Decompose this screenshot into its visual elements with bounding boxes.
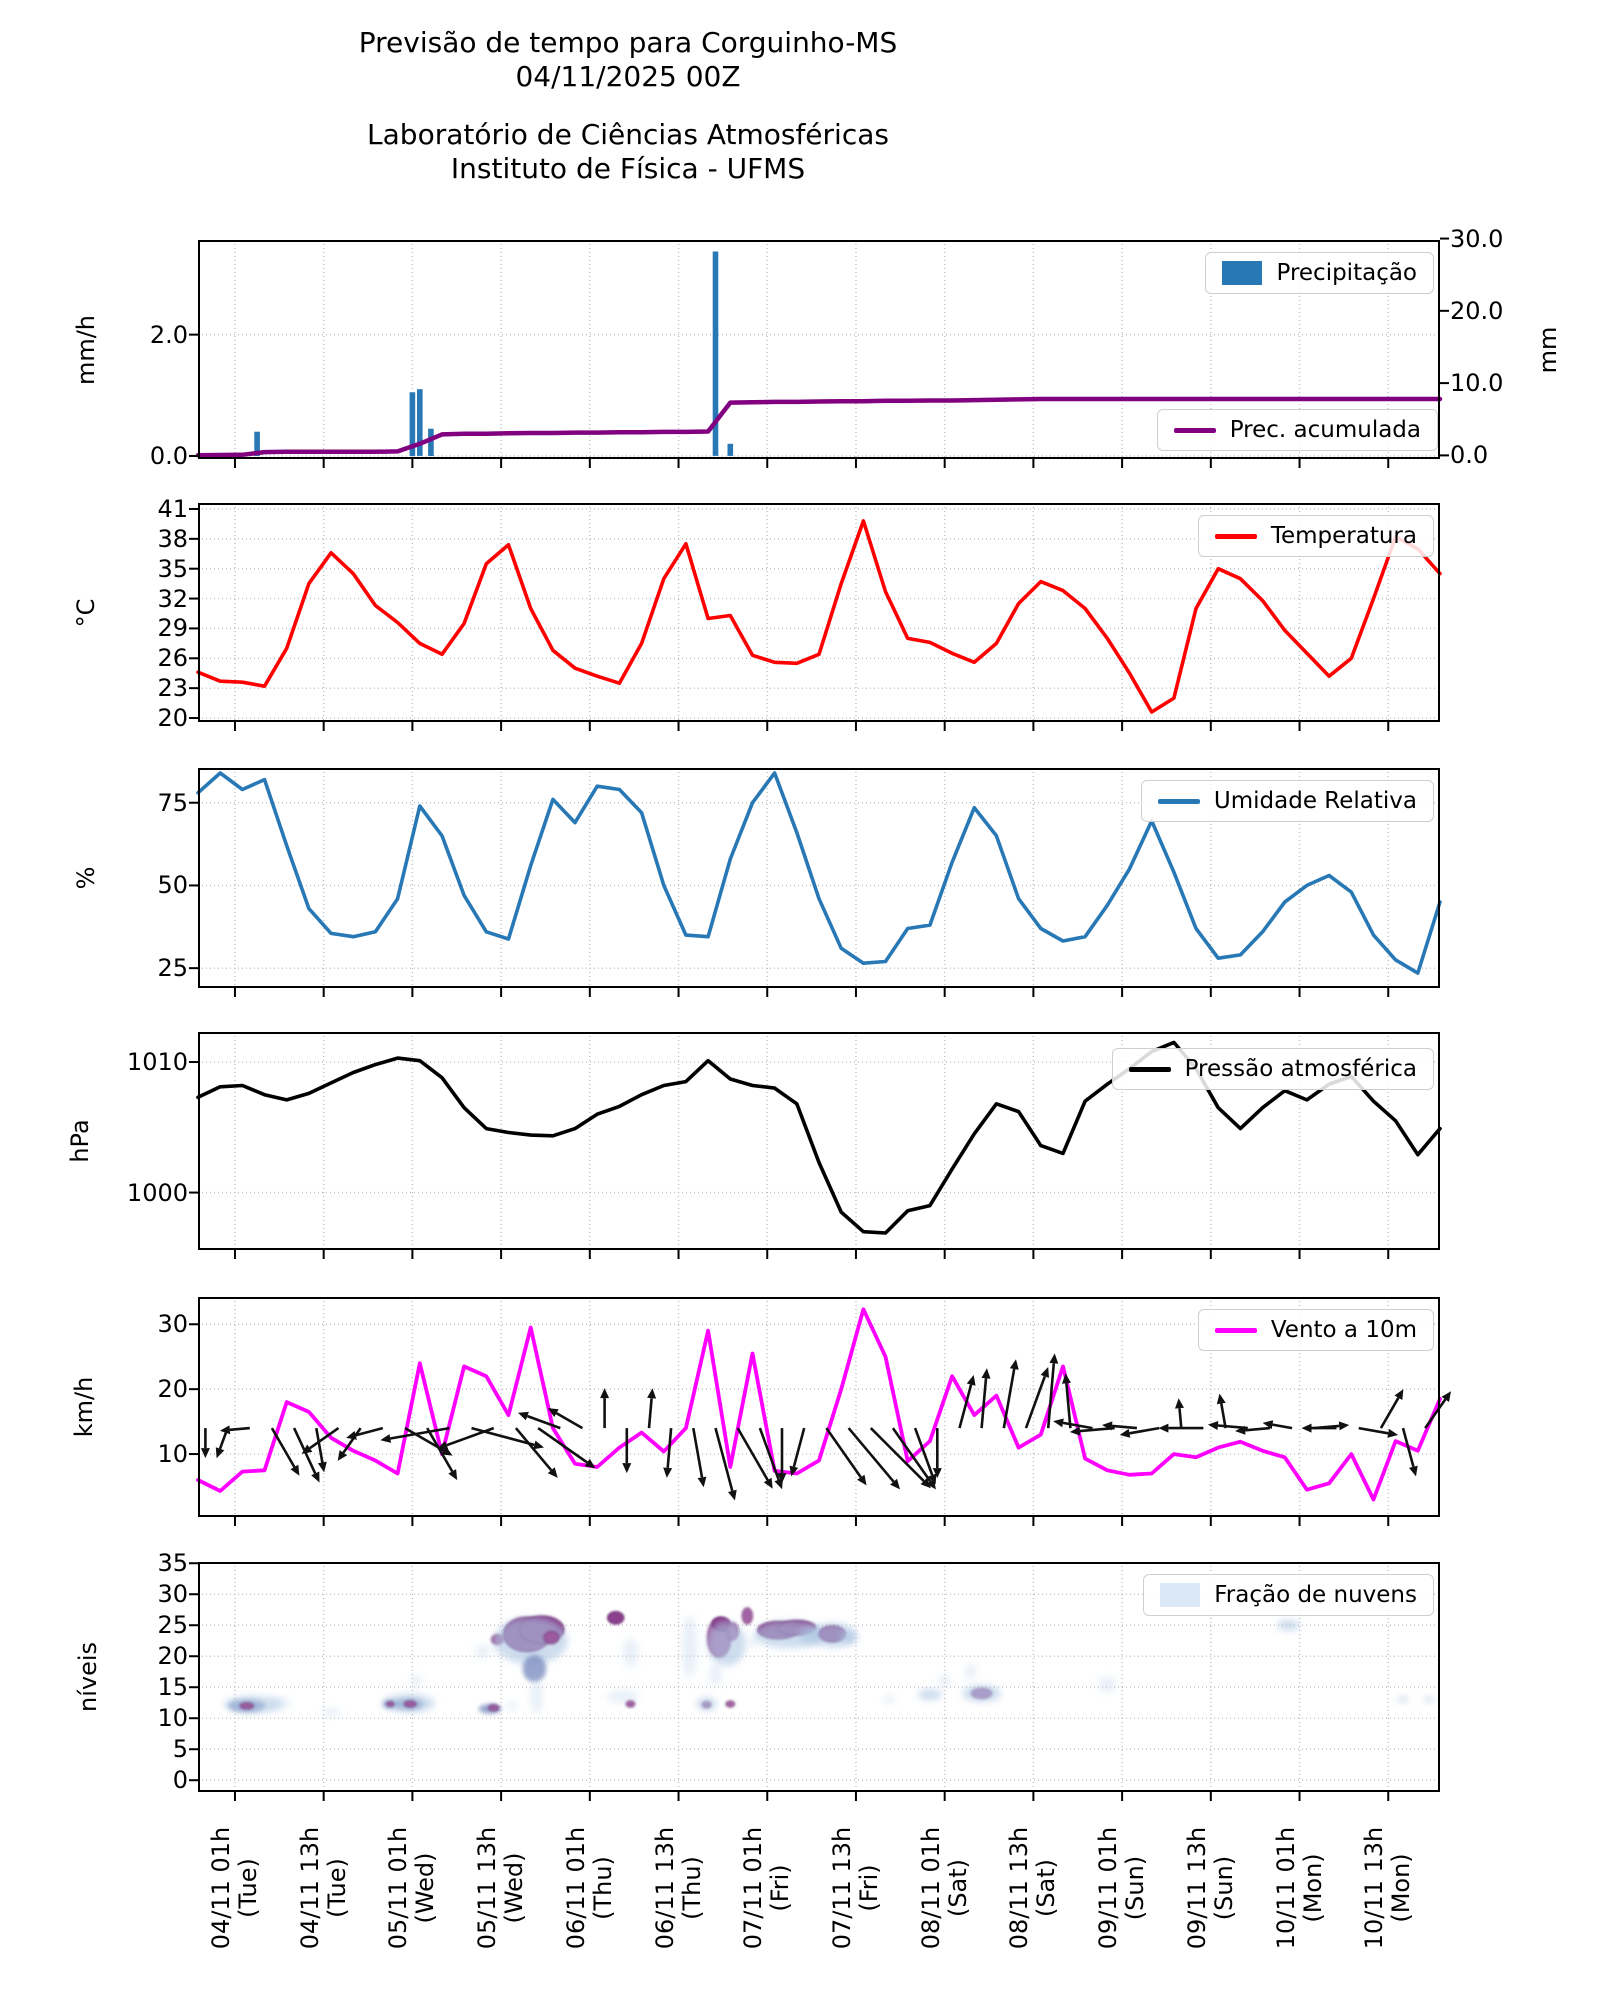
ytick-label: 10 bbox=[157, 1440, 188, 1469]
ylabel-precip-left: mm/h bbox=[72, 314, 100, 386]
ytick-label: 26 bbox=[157, 644, 188, 673]
xtick-label: 08/11 01h (Sat) bbox=[916, 1826, 972, 1950]
figure-title bbox=[0, 26, 1256, 94]
ytick-label: 0.0 bbox=[149, 441, 188, 470]
ytick-label: 41 bbox=[157, 494, 188, 523]
ytick-label: 2.0 bbox=[149, 320, 188, 349]
legend-precipitation bbox=[1205, 252, 1434, 294]
subtitle-line-2: Instituto de Física - UFMS bbox=[450, 152, 806, 185]
ytick-label: 30 bbox=[157, 1310, 188, 1339]
cloud-patch-swatch bbox=[1160, 1583, 1200, 1607]
xtick-label: 07/11 13h (Fri) bbox=[827, 1826, 883, 1950]
ylabel-pressure: hPa bbox=[66, 1119, 94, 1163]
legend-temperature bbox=[1198, 515, 1434, 557]
precip-bar-swatch bbox=[1222, 261, 1262, 285]
humidity-line-swatch bbox=[1158, 799, 1200, 804]
ytick-label: 35 bbox=[157, 554, 188, 583]
legend-label-precipitation: Precipitação bbox=[1276, 260, 1417, 286]
title-line-1: Previsão de tempo para Corguinho-MS bbox=[358, 26, 898, 59]
ytick-label: 30 bbox=[157, 1580, 188, 1609]
xtick-label: 10/11 13h (Mon) bbox=[1360, 1826, 1416, 1950]
ytick-label: 20.0 bbox=[1450, 296, 1504, 325]
panel-wind bbox=[198, 1297, 1440, 1517]
panel-cloud-fraction bbox=[198, 1562, 1440, 1792]
ytick-label: 25 bbox=[157, 1611, 188, 1640]
ytick-label: 20 bbox=[157, 1642, 188, 1671]
ytick-label: 30.0 bbox=[1450, 224, 1504, 253]
ytick-label: 15 bbox=[157, 1673, 188, 1702]
xtick-label: 04/11 01h (Tue) bbox=[206, 1826, 262, 1950]
ytick-label: 0 bbox=[172, 1766, 188, 1795]
xtick-label: 09/11 01h (Sun) bbox=[1094, 1826, 1150, 1950]
ytick-label: 32 bbox=[157, 584, 188, 613]
ylabel-humidity: % bbox=[72, 866, 100, 890]
ytick-label: 0.0 bbox=[1450, 441, 1489, 470]
xtick-label: 05/11 01h (Wed) bbox=[384, 1826, 440, 1950]
ytick-label: 10.0 bbox=[1450, 369, 1504, 398]
legend-label-temperature: Temperatura bbox=[1270, 523, 1417, 549]
ytick-label: 75 bbox=[157, 788, 188, 817]
legend-accumulated bbox=[1157, 409, 1438, 451]
legend-cloud-fraction bbox=[1143, 1574, 1434, 1616]
legend-label-accumulated: Prec. acumulada bbox=[1229, 417, 1421, 443]
legend-label-pressure: Pressão atmosférica bbox=[1184, 1056, 1417, 1082]
legend-pressure bbox=[1112, 1048, 1434, 1090]
panel-pressure bbox=[198, 1032, 1440, 1250]
ytick-label: 1000 bbox=[126, 1178, 188, 1207]
ytick-label: 50 bbox=[157, 871, 188, 900]
panel-precipitation bbox=[198, 240, 1440, 459]
ytick-label: 20 bbox=[157, 1375, 188, 1404]
wind-line-swatch bbox=[1215, 1328, 1257, 1333]
ytick-label: 20 bbox=[157, 704, 188, 733]
panel-humidity bbox=[198, 768, 1440, 988]
ytick-label: 25 bbox=[157, 954, 188, 983]
xtick-label: 05/11 13h (Wed) bbox=[473, 1826, 529, 1950]
title-line-2: 04/11/2025 00Z bbox=[515, 60, 741, 93]
xtick-label: 04/11 13h (Tue) bbox=[295, 1826, 351, 1950]
legend-label-humidity: Umidade Relativa bbox=[1213, 788, 1417, 814]
figure-subtitle bbox=[0, 118, 1256, 186]
xtick-label: 06/11 13h (Thu) bbox=[650, 1826, 706, 1950]
legend-wind bbox=[1198, 1309, 1434, 1351]
ytick-label: 35 bbox=[157, 1549, 188, 1578]
ylabel-clouds: níveis bbox=[74, 1641, 102, 1713]
ytick-label: 38 bbox=[157, 524, 188, 553]
legend-label-wind: Vento a 10m bbox=[1270, 1317, 1417, 1343]
xtick-label: 08/11 13h (Sat) bbox=[1005, 1826, 1061, 1950]
xtick-label: 06/11 01h (Thu) bbox=[561, 1826, 617, 1950]
xtick-label: 07/11 01h (Fri) bbox=[739, 1826, 795, 1950]
ytick-label: 10 bbox=[157, 1704, 188, 1733]
ytick-label: 1010 bbox=[126, 1048, 188, 1077]
accumulated-line-swatch bbox=[1174, 428, 1216, 433]
xtick-label: 10/11 01h (Mon) bbox=[1271, 1826, 1327, 1950]
ylabel-temperature: °C bbox=[72, 598, 100, 628]
temperature-line-swatch bbox=[1215, 534, 1257, 539]
ytick-label: 29 bbox=[157, 614, 188, 643]
subtitle-line-1: Laboratório de Ciências Atmosféricas bbox=[367, 118, 889, 151]
xtick-label: 09/11 13h (Sun) bbox=[1182, 1826, 1238, 1950]
ytick-label: 23 bbox=[157, 674, 188, 703]
ylabel-precip-right: mm bbox=[1534, 326, 1562, 374]
ytick-label: 5 bbox=[172, 1735, 188, 1764]
pressure-line-swatch bbox=[1129, 1067, 1171, 1072]
legend-humidity bbox=[1141, 780, 1434, 822]
ylabel-wind: km/h bbox=[70, 1376, 98, 1438]
panel-temperature bbox=[198, 503, 1440, 722]
legend-label-cloud-fraction: Fração de nuvens bbox=[1214, 1582, 1417, 1608]
